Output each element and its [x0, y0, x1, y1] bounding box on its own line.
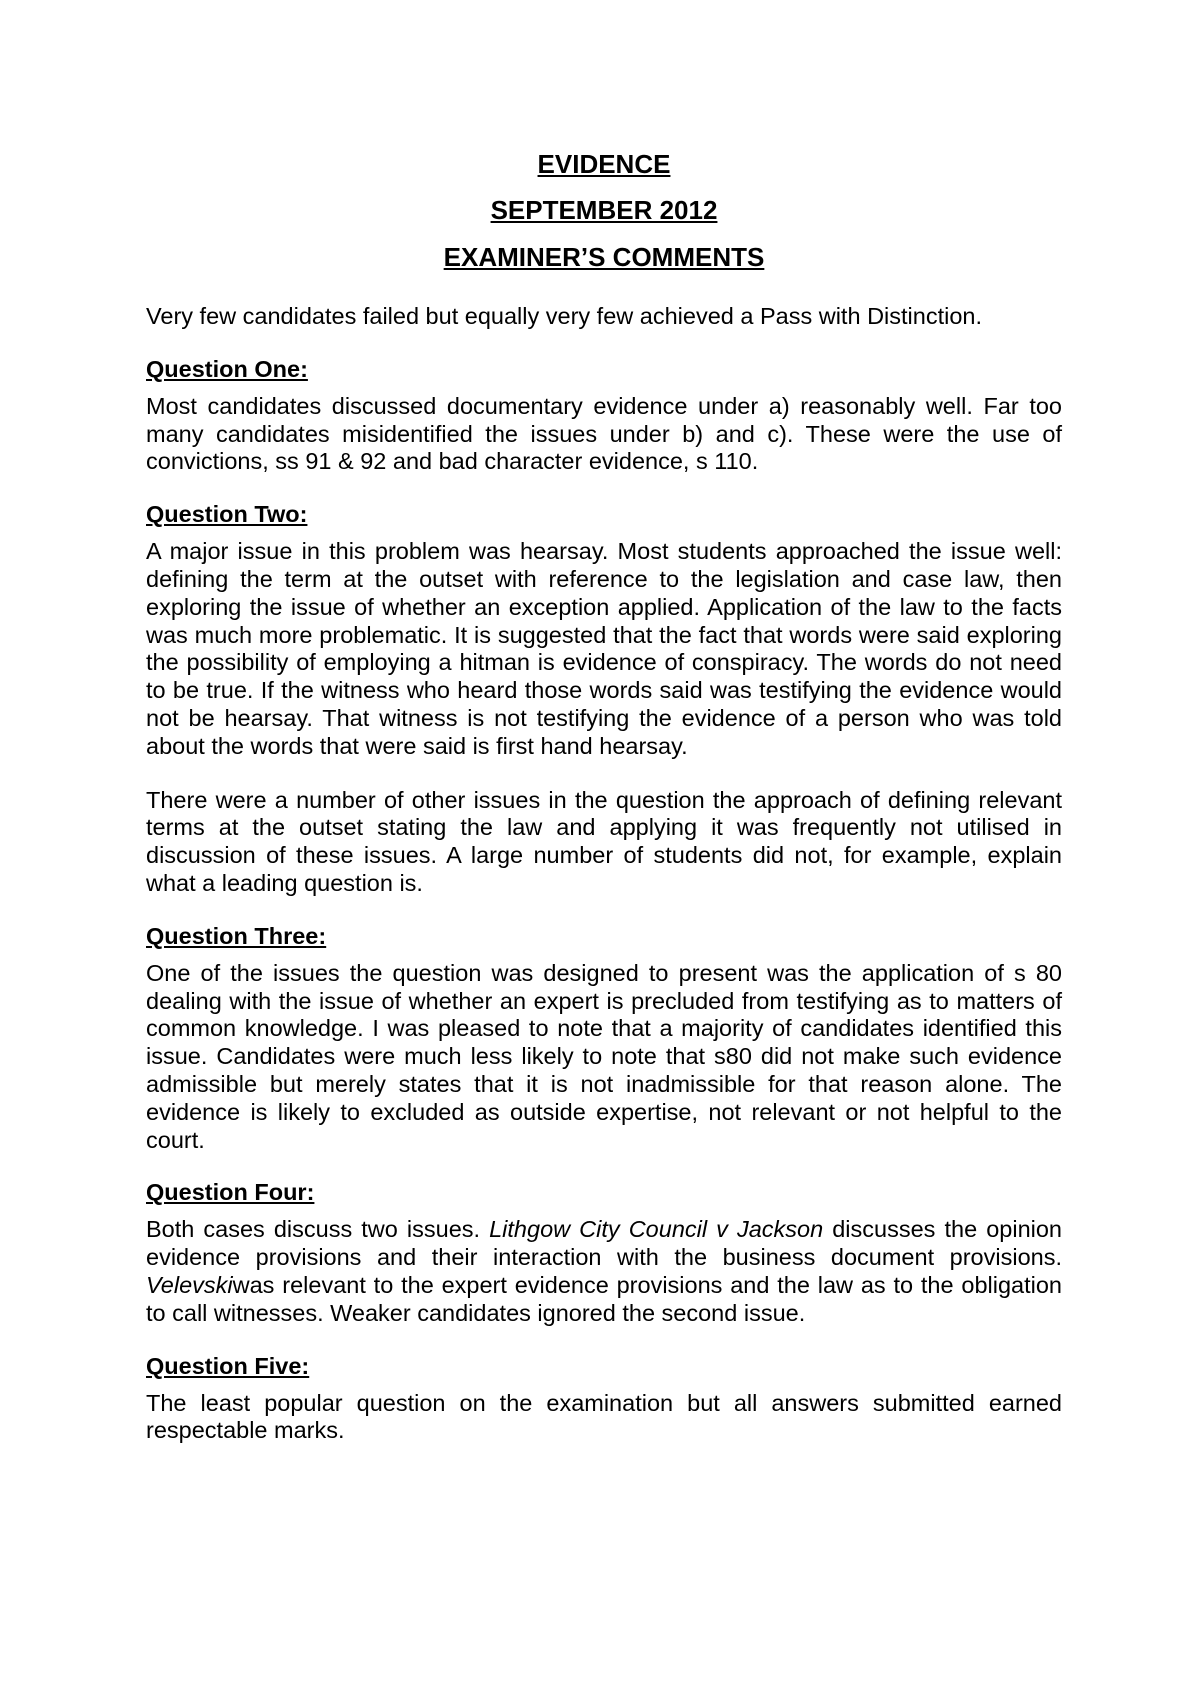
question-one-heading: Question One:: [146, 355, 308, 382]
document-subtitle: EXAMINER’S COMMENTS: [443, 242, 765, 272]
case-name-velevski: Velevski: [146, 1271, 233, 1298]
question-four-heading: Question Four:: [146, 1179, 315, 1206]
question-four-text-mid: discusses the opinion evidence provisions and their interaction with the business document provisions.: [146, 1216, 1062, 1271]
question-one-paragraph: Most candidates discussed documentary evidence under a) reasonably well. Far too many candidates misidentified the issues under b) and c). These were the use of convictions, ss 91 & 92 and bad character evidence, s 110.: [146, 392, 1062, 475]
question-two-section: [146, 500, 1062, 898]
question-five-paragraph: The least popular question on the examination but all answers submitted earned respectable marks.: [146, 1389, 1062, 1444]
document-date: SEPTEMBER 2012: [490, 195, 718, 225]
question-two-heading: Question Two:: [146, 501, 308, 528]
question-three-heading: Question Three:: [146, 922, 327, 949]
question-two-paragraph-1: A major issue in this problem was hearsay. Most students approached the issue well: defining the term at the outset with reference to the legislation and case law, then exploring the issue of whether an exception applied. Application of the law to the facts was much more problematic. It is suggested that the fact that words were said exploring the possibility of employing a hitman is evidence of conspiracy. The words do not need to be true. If the witness who heard those words said was testifying the evidence would not be hearsay. That witness is not testifying the evidence of a person who was told about the words that were said is first hand hearsay.: [146, 538, 1062, 759]
question-four-paragraph: [146, 1216, 1062, 1327]
question-four-section: [146, 1178, 1062, 1327]
question-one-section: [146, 355, 1062, 476]
question-four-text-start: Both cases discuss two issues.: [146, 1216, 490, 1243]
case-name-lithgow: Lithgow City Council v Jackson: [489, 1216, 824, 1243]
question-two-paragraph-2: There were a number of other issues in the question the approach of defining relevant terms at the outset stating the law and applying it was frequently not utilised in discussion of these issues. A large number of students did not, for example, explain what a leading question is.: [146, 786, 1062, 896]
document-title: EVIDENCE: [537, 149, 671, 179]
question-three-paragraph: One of the issues the question was designed to present was the application of s 80 dealing with the issue of whether an expert is precluded from testifying as to matters of common knowledge. I was pleased to note that a majority of candidates identified this issue. Candidates were much less likely to note that s80 did not make such evidence admissible but merely states that it is not inadmissible for that reason alone. The evidence is likely to excluded as outside expertise, not relevant or not helpful to the court.: [146, 959, 1062, 1153]
question-five-heading: Question Five:: [146, 1352, 310, 1379]
question-five-section: [146, 1352, 1062, 1446]
intro-paragraph: Very few candidates failed but equally very few achieved a Pass with Distinction.: [146, 303, 982, 329]
document-page: [146, 140, 1062, 1445]
question-four-text-end: was relevant to the expert evidence provisions and the law as to the obligation to call witnesses. Weaker candidates ignored the second issue.: [146, 1271, 1062, 1326]
question-three-section: [146, 922, 1062, 1155]
